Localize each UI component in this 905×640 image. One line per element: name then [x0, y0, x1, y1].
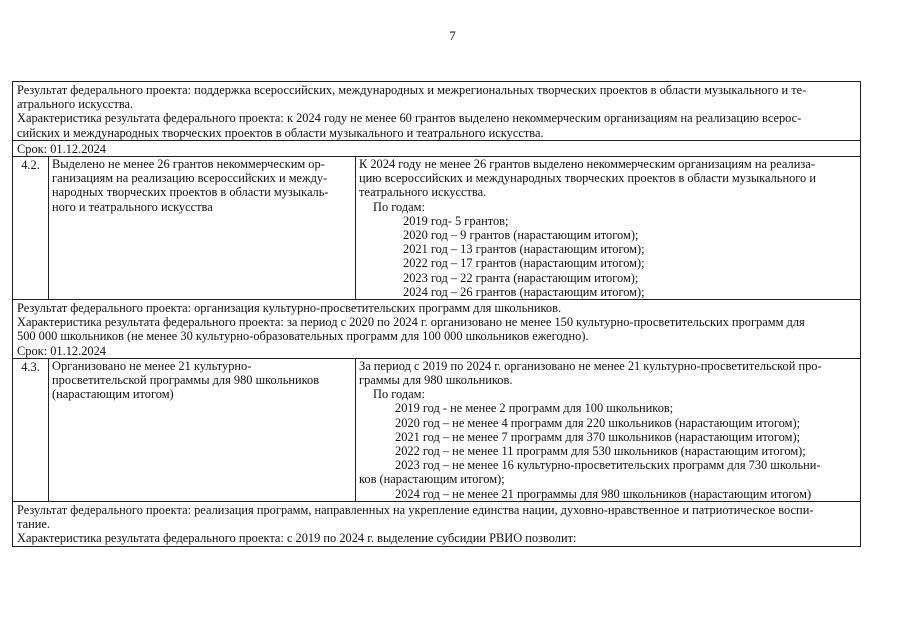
row-4-2-task-line-1: Выделено не менее 26 грантов некоммерческим ор- — [52, 157, 325, 172]
page-number: 7 — [449, 28, 456, 43]
row-4-3-year-2019: 2019 год - не менее 2 программ для 100 школьников; — [395, 401, 674, 416]
row-4-2-by-years-label: По годам: — [373, 199, 425, 214]
characteristic-2-line-1: Характеристика результата федерального проекта: за период с 2020 по 2024 г. организовано не менее 150 культурно-просветительских программ для — [17, 315, 805, 330]
project-results-table — [12, 81, 861, 547]
row-4-2-year-2022: 2022 год – 17 грантов (нарастающим итогом); — [403, 256, 645, 271]
row-4-3-description — [356, 358, 861, 501]
row-number-4-3: 4.3. — [13, 358, 49, 501]
row-4-2-year-2021: 2021 год – 13 грантов (нарастающим итогом); — [403, 242, 645, 257]
result-1-line-1: Результат федерального проекта: поддержка всероссийских, международных и межрегиональных творческих проектов в области музыкального и те- — [17, 83, 807, 97]
row-4-3-year-2024: 2024 год – не менее 21 программы для 980 школьников (нарастающим итогом) — [395, 486, 812, 501]
row-4-2-task-line-2: ганизациям на реализацию всероссийских и между- — [52, 171, 328, 186]
row-4-2-task — [49, 157, 356, 300]
row-4-3-desc-line-1: За период с 2019 по 2024 г. организовано не менее 21 культурно-просветительской про- — [359, 358, 822, 373]
characteristic-3-line-1: Характеристика результата федерального проекта: с 2019 по 2024 г. выделение субсидии РВИО позволит: — [17, 531, 577, 546]
result-2-line-1: Результат федерального проекта: организация культурно-просветительских программ для школьников. — [17, 301, 562, 316]
row-4-3-by-years-label: По годам: — [373, 387, 425, 402]
characteristic-2-line-2: 500 000 школьников (не менее 30 культурно-образовательных программ для 100 000 школьников ежегодно). — [17, 329, 589, 344]
deadline-2: Срок: 01.12.2024 — [17, 343, 106, 358]
table-row-4-3 — [13, 358, 861, 501]
row-number-4-2: 4.2. — [13, 157, 49, 300]
row-4-3-task-line-1: Организовано не менее 21 культурно- — [52, 358, 252, 373]
result-3-line-2: тание. — [17, 517, 50, 532]
row-4-2-description — [356, 157, 861, 300]
row-4-3-year-2020: 2020 год – не менее 4 программ для 220 школьников (нарастающим итогом); — [395, 415, 801, 430]
row-4-3-year-2023-line-2: ков (нарастающим итогом); — [359, 472, 505, 487]
row-4-2-year-2020: 2020 год – 9 грантов (нарастающим итогом); — [403, 228, 639, 243]
table-row-4-2 — [13, 157, 861, 300]
result-block-1 — [13, 82, 861, 141]
row-4-2-desc-line-2: цию всероссийских и международных творческих проектов в области музыкального и — [359, 171, 816, 186]
result-block-3 — [13, 501, 861, 546]
row-4-2-task-line-3: народных творческих проектов в области музыкаль- — [52, 185, 329, 200]
row-4-3-year-2022: 2022 год – не менее 11 программ для 530 школьников (нарастающим итогом); — [395, 444, 806, 459]
result-block-2 — [13, 300, 861, 359]
row-4-3-task — [49, 358, 356, 501]
row-4-3-year-2023-line-1: 2023 год – не менее 16 культурно-просветительских программ для 730 школьни- — [395, 458, 821, 473]
characteristic-1-line-2: сийских и международных творческих проектов в области музыкального и театрального искусства. — [17, 125, 544, 140]
row-4-3-task-line-2: просветительской программы для 980 школьников — [52, 373, 320, 388]
row-4-2-desc-line-1: К 2024 году не менее 26 грантов выделено некоммерческим организациям на реализа- — [359, 157, 815, 172]
deadline-row-1 — [13, 140, 861, 156]
row-4-2-desc-line-3: театрального искусства. — [359, 185, 487, 200]
result-block-1-cell — [13, 82, 861, 141]
row-4-3-year-2021: 2021 год – не менее 7 программ для 370 школьников (нарастающим итогом); — [395, 429, 801, 444]
row-4-3-task-line-3: (нарастающим итогом) — [52, 387, 174, 402]
row-4-2-year-2024: 2024 год – 26 грантов (нарастающим итогом); — [403, 284, 645, 299]
deadline-1: Срок: 01.12.2024 — [13, 140, 861, 156]
result-block-3-cell — [13, 501, 861, 546]
row-4-2-year-2019: 2019 год- 5 грантов; — [403, 213, 509, 228]
row-4-3-desc-line-2: граммы для 980 школьников. — [359, 373, 513, 388]
result-block-2-cell — [13, 300, 861, 359]
result-1-line-2: атрального искусства. — [17, 97, 134, 112]
row-4-2-task-line-4: ного и театрального искусства — [52, 199, 213, 214]
row-4-2-year-2023: 2023 год – 22 гранта (нарастающим итогом); — [403, 270, 639, 285]
result-3-line-1: Результат федерального проекта: реализация программ, направленных на укрепление единства нации, духовно-нравственное и патриотическое воспи- — [17, 502, 814, 517]
characteristic-1-line-1: Характеристика результата федерального проекта: к 2024 году не менее 60 грантов выделено некоммерческим организациям на реализацию всерос- — [17, 111, 802, 126]
